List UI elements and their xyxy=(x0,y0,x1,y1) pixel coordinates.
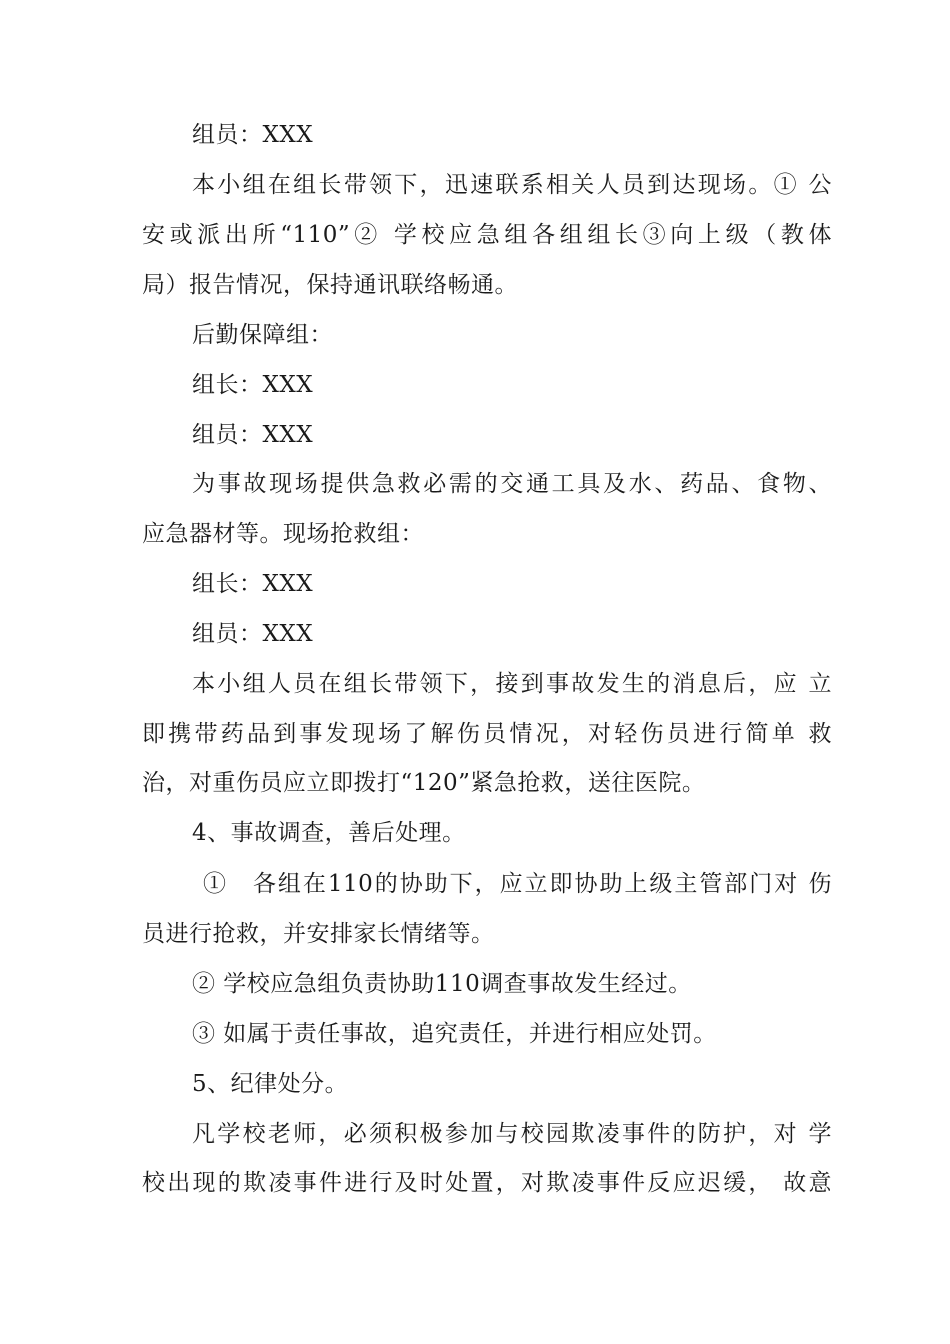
text-line: 校出现的欺凌事件进行及时处置，对欺凌事件反应迟缓， 故意 xyxy=(142,1170,832,1196)
text-line: 应急器材等。现场抢救组： xyxy=(142,521,424,547)
text-line: 为事故现场提供急救必需的交通工具及水、药品、食物、 xyxy=(192,471,832,497)
text-line: 组员：XXX xyxy=(192,422,314,448)
section-heading: 4、事故调查，善后处理。 xyxy=(192,820,466,846)
text-line: 组长：XXX xyxy=(192,372,314,398)
text-line: 员进行抢救，并安排家长情绪等。 xyxy=(142,921,495,947)
text-line: ③ 如属于责任事故，追究责任，并进行相应处罚。 xyxy=(192,1021,717,1047)
text-line: 本小组在组长带领下，迅速联系相关人员到达现场。① 公 xyxy=(192,172,832,198)
text-line: 组长：XXX xyxy=(192,571,314,597)
text-line: ② 学校应急组负责协助110调查事故发生经过。 xyxy=(192,971,692,997)
text-line: 本小组人员在组长带领下，接到事故发生的消息后，应 立 xyxy=(192,671,832,697)
text-line: 安或派出所“110”② 学校应急组各组组长③向上级（教体 xyxy=(142,222,832,248)
text-line: 组员：XXX xyxy=(192,122,314,148)
text-line: 凡学校老师，必须积极参加与校园欺凌事件的防护，对 学 xyxy=(192,1121,832,1147)
text-line: 后勤保障组： xyxy=(192,322,333,348)
text-line: 即携带药品到事发现场了解伤员情况，对轻伤员进行简单 救 xyxy=(142,721,832,747)
text-line: 局）报告情况，保持通讯联络畅通。 xyxy=(142,272,518,298)
section-heading: 5、纪律处分。 xyxy=(192,1071,349,1097)
text-line: 治，对重伤员应立即拨打“120”紧急抢救，送往医院。 xyxy=(142,770,706,796)
text-line: ① 各组在110的协助下，应立即协助上级主管部门对 伤 xyxy=(203,871,832,897)
text-line: 组员：XXX xyxy=(192,621,314,647)
